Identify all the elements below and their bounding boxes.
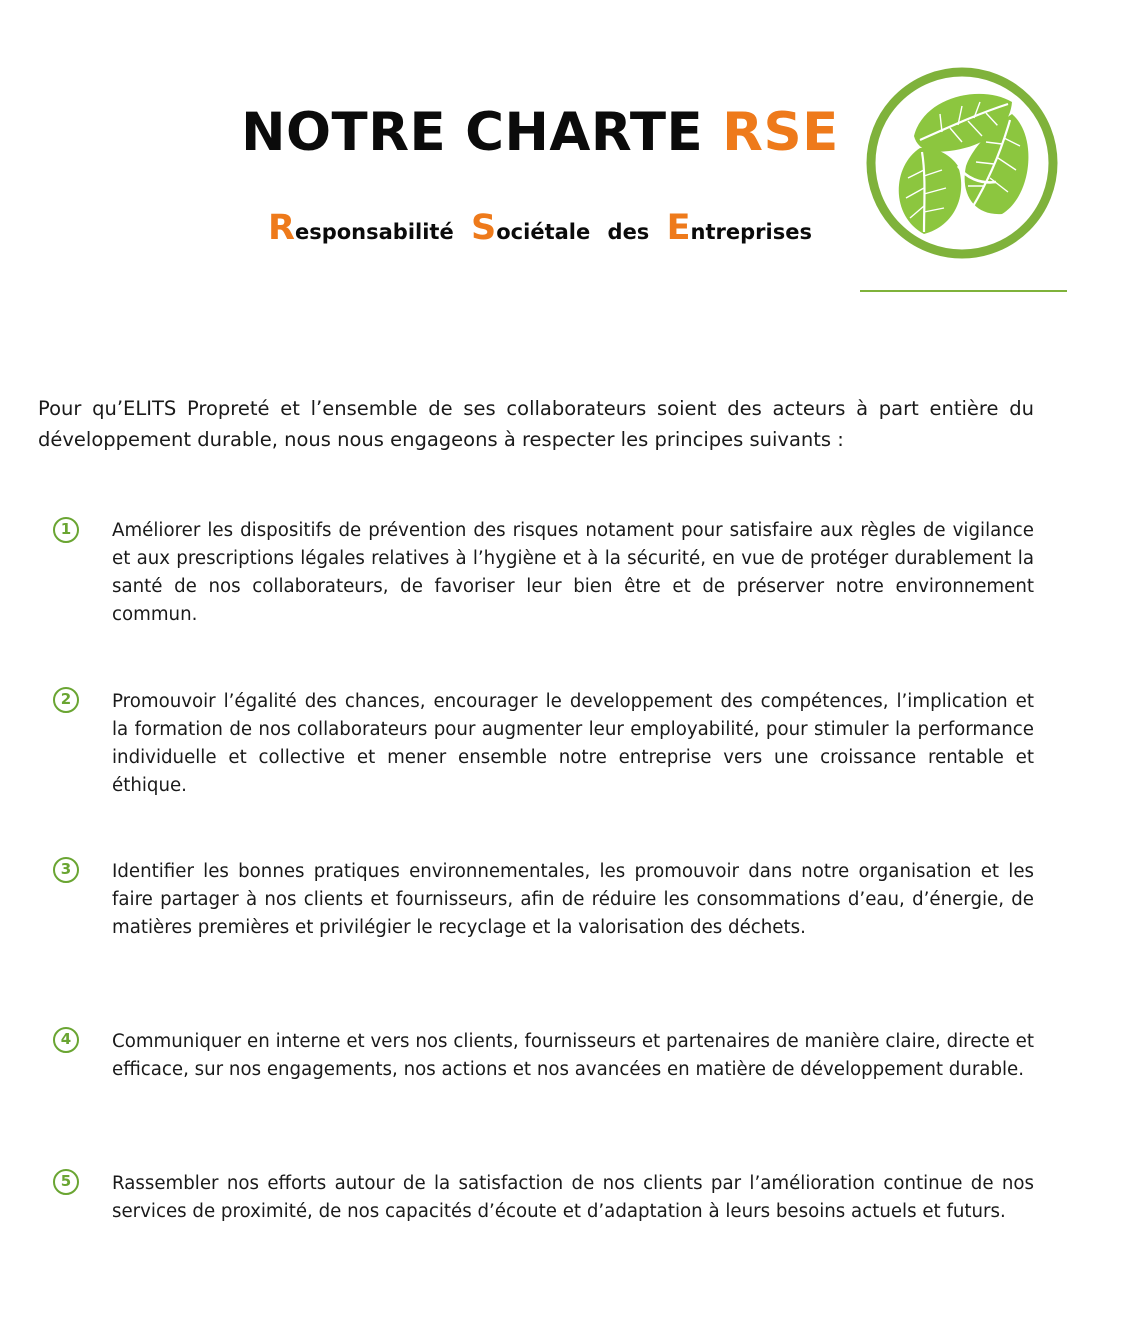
- principle-2-text: Promouvoir l’égalité des chances, encourager le developpement des compétences, l’implication et la formation de nos collaborateurs pour augmenter leur employabilité, pour stimuler la performance individuelle et collective et mener ensemble notre entreprise vers une croissance rentable et éthique.: [112, 691, 1034, 796]
- title-accent: RSE: [722, 102, 839, 163]
- subtitle-initial: S: [471, 208, 497, 248]
- number-5-icon: 5: [53, 1169, 79, 1195]
- principle-1-text: Améliorer les dispositifs de prévention des risques notament pour satisfaire aux règles de vigilance et aux prescriptions légales relatives à l’hygiène et à la sécurité, en vue de protéger durablement la santé de nos collaborateurs, de favoriser leur bien être et de préserver notre environnement commun.: [112, 520, 1034, 625]
- number-4-icon: 4: [53, 1027, 79, 1053]
- subtitle-initial: E: [666, 208, 691, 248]
- subtitle-word-des: [608, 220, 650, 244]
- number-1-icon: 1: [53, 517, 79, 543]
- intro-paragraph: Pour qu’ELITS Propreté et l’ensemble de ses collaborateurs soient des acteurs à part entière du développement durable, nous nous engageons à respecter les principes suivants :: [38, 397, 1034, 451]
- number-3-icon: 3: [53, 857, 79, 883]
- three-leaves-recycle-icon: [862, 66, 1062, 260]
- logo-graphic: [862, 66, 1062, 260]
- subtitle-rest: des: [607, 220, 650, 244]
- subtitle-word-societale: [471, 208, 591, 248]
- principle-4-text: Communiquer en interne et vers nos clients, fournisseurs et partenaires de manière claire, directe et efficace, sur nos engagements, nos actions et nos avancées en matière de développement durable.: [112, 1031, 1034, 1080]
- logo-divider: [860, 290, 1067, 292]
- number-2-icon: 2: [53, 687, 79, 713]
- page-title: [240, 102, 840, 163]
- subtitle-word-responsabilite: [268, 208, 454, 248]
- subtitle-rest: esponsabilité: [294, 220, 454, 244]
- subtitle-initial: R: [268, 208, 295, 248]
- principle-3-text: Identifier les bonnes pratiques environnementales, les promouvoir dans notre organisation et les faire partager à nos clients et fournisseurs, afin de réduire les consommations d’eau, d’énergie, de matières premières et privilégier le recyclage et la valorisation des déchets.: [112, 861, 1034, 938]
- principle-5-text: Rassembler nos efforts autour de la satisfaction de nos clients par l’amélioration continue de nos services de proximité, de nos capacités d’écoute et d’adaptation à leurs besoins actuels et futurs.: [112, 1173, 1034, 1222]
- subtitle-rest: ntreprises: [690, 220, 812, 244]
- subtitle-word-entreprises: [666, 208, 812, 248]
- leaf-bottom-left: [899, 148, 961, 234]
- subtitle-rest: ociétale: [496, 220, 591, 244]
- title-main: NOTRE CHARTE: [241, 102, 704, 163]
- page-subtitle: [240, 208, 840, 248]
